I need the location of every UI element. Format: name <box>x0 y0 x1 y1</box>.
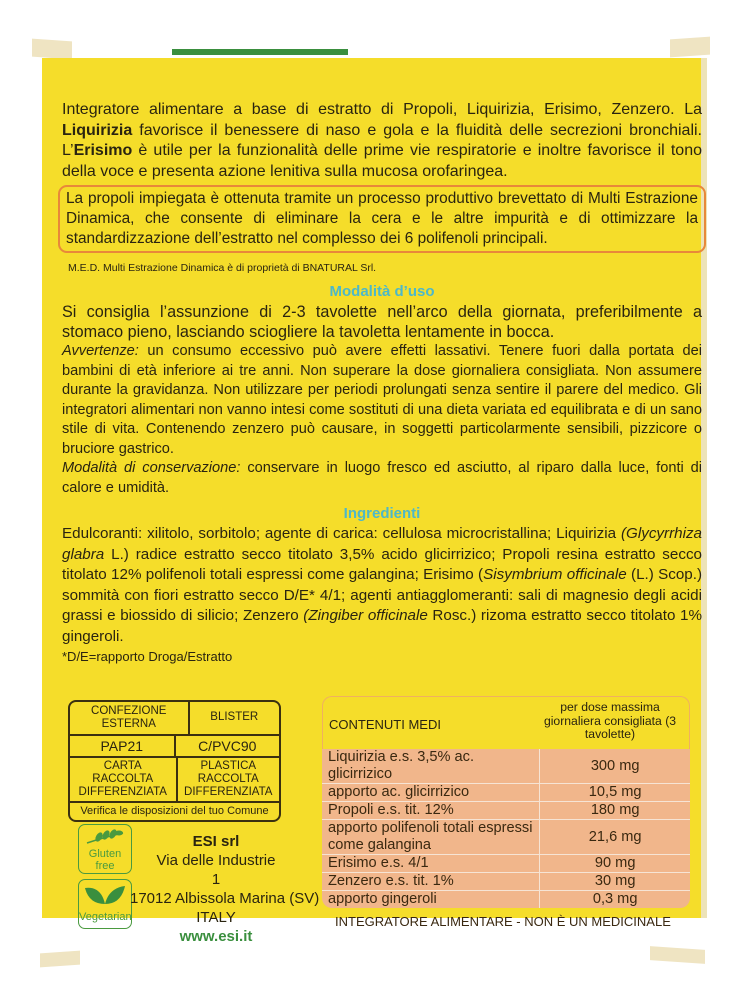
ingredients-part: Rosc.) rizoma estratto secco titolato 1% gingeroli. <box>62 607 702 645</box>
green-stripe <box>172 49 348 55</box>
recycling-table <box>68 700 281 822</box>
recycling-code-row <box>70 736 279 758</box>
warnings-label: Avvertenze: <box>62 343 139 359</box>
company-city: 17012 Albissola Marina (SV) <box>130 890 320 907</box>
leaves-icon <box>83 884 127 908</box>
usage-text: Si consiglia l’assunzione di 2-3 tavolette nell’arco della giornata, preferibilmente a stomaco pieno, lasciando sciogliere la tavoletta lentamente in bocca. <box>62 303 702 341</box>
recycling-disposal-row <box>70 758 279 803</box>
table-row <box>322 891 690 909</box>
nutrient-value: 10,5 mg <box>540 784 690 802</box>
table-row <box>322 873 690 891</box>
nutrient-value: 0,3 mg <box>540 891 690 909</box>
nutrient-name: Zenzero e.s. tit. 1% <box>322 873 540 891</box>
box-flap-bottom-left <box>40 951 80 968</box>
recycling-note: Verifica le disposizioni del tuo Comune <box>80 805 269 817</box>
nutrition-header <box>322 696 690 749</box>
intro-text: favorisce il benessere di naso e gola e la fluidità delle secrezioni bronchiali. L’ <box>62 121 702 159</box>
nutrient-value: 90 mg <box>540 855 690 873</box>
latin-name: Sisymbrium officinale <box>483 566 627 583</box>
box-flap-top-left <box>32 39 72 60</box>
nutrient-name: apporto ac. glicirrizico <box>322 784 540 802</box>
ingredients-part: L.) radice estratto secco titolato 3,5% acido glicirrizico; Propoli resina estratto secco titolato 12% polifenoli totali espressi come galangina; Erisimo ( <box>62 545 702 583</box>
de-footnote: *D/E=rapporto Droga/Estratto <box>62 649 233 664</box>
intro-line: Integratore alimentare a base di estratto di Propoli, Liquirizia, Erisimo, Zenzero. <box>62 101 675 118</box>
nutrition-rows <box>322 749 690 908</box>
ingredients-part: Edulcoranti: xilitolo, sorbitolo; agente di carica: cellulosa microcristallina; Liquirizia <box>62 525 621 542</box>
table-row <box>322 855 690 873</box>
intro-paragraph <box>62 100 702 182</box>
recycling-disposal: PLASTICA RACCOLTA DIFFERENZIATA <box>176 758 280 801</box>
recycling-note-row <box>70 803 279 820</box>
nutrient-name: apporto gingeroli <box>328 891 437 907</box>
nutrient-name: Erisimo e.s. 4/1 <box>322 855 540 873</box>
company-street: Via delle Industrie 1 <box>156 852 276 888</box>
vegetarian-badge <box>78 879 132 929</box>
gluten-free-badge <box>78 824 132 874</box>
erisimo-bold: Erisimo <box>73 142 133 159</box>
intro-text: La <box>684 101 702 118</box>
gluten-free-label: Gluten free <box>88 848 122 872</box>
storage-label: Modalità di conservazione: <box>62 460 241 476</box>
table-row <box>322 784 690 802</box>
recycling-header-row <box>70 702 279 736</box>
recycling-header: BLISTER <box>188 702 280 734</box>
warnings-paragraph <box>62 342 702 459</box>
ingredients-text <box>62 524 702 647</box>
latin-name: (Zingiber officinale <box>303 607 428 624</box>
nutrient-value: 21,6 mg <box>540 820 690 855</box>
nutrient-value: 180 mg <box>540 802 690 820</box>
nutrient-name: Propoli e.s. tit. 12% <box>322 802 540 820</box>
table-row <box>322 802 690 820</box>
nutrition-header-right: per dose massima giornaliera consigliata (3 tavolette) <box>543 700 677 741</box>
wheat-icon <box>85 829 125 845</box>
propoli-text: La propoli impiegata è ottenuta tramite un processo produttivo brevettato di Multi Estrazione Dinamica, che consente di eliminare la cera e le altre impurità e di ottimizzare la standardizzazione dell’estratto nel complesso dei 6 polifenoli principali. <box>66 190 698 247</box>
certification-badges <box>78 824 134 934</box>
company-name: ESI srl <box>192 833 240 850</box>
med-note: M.E.D. Multi Estrazione Dinamica è di proprietà di BNATURAL Srl. <box>68 262 377 274</box>
company-website-link[interactable]: www.esi.it <box>179 928 253 945</box>
recycling-code: C/PVC90 <box>174 736 280 756</box>
vegetarian-label: Vegetarian <box>79 911 132 923</box>
nutrition-header-left: CONTENUTI MEDI <box>329 717 441 732</box>
latin-name: (Glycyrrhiza glabra <box>62 525 702 563</box>
supplement-disclaimer: INTEGRATORE ALIMENTARE - NON È UN MEDICINALE <box>335 914 671 929</box>
usage-heading: Modalità d’uso <box>329 283 435 300</box>
liquirizia-bold: Liquirizia <box>62 121 133 139</box>
nutrient-value: 30 mg <box>540 873 690 891</box>
nutrient-name: Liquirizia e.s. 3,5% ac. glicirrizico <box>322 749 540 784</box>
intro-text: è utile per la funzionalità delle prime vie respiratorie e inoltre favorisce il tono della voce e presenta azione lenitiva sulla mucosa orofaringea. <box>62 142 702 180</box>
storage-paragraph <box>62 459 702 498</box>
ingredients-part: (L.) Scop.) sommità con fiori estratto secco D/E* 4/1; agenti antiagglomeranti: sali di magnesio degli acidi grassi e biossido di silicio; Zenzero <box>62 566 702 624</box>
nutrient-name: apporto polifenoli totali espressi come galangina <box>322 820 540 855</box>
table-row <box>322 820 690 855</box>
recycling-header: CONFEZIONE ESTERNA <box>91 705 167 730</box>
label-text <box>62 100 702 667</box>
recycling-code: PAP21 <box>100 738 144 754</box>
nutrition-table <box>322 696 690 908</box>
storage-text: conservare in luogo fresco ed asciutto, al riparo dalla luce, fonti di calore e umidità. <box>62 460 702 496</box>
box-flap-top-right <box>670 37 710 58</box>
recycling-disposal: CARTA RACCOLTA DIFFERENZIATA <box>78 760 167 798</box>
company-country: ITALY <box>196 909 236 926</box>
nutrient-value: 300 mg <box>540 749 690 784</box>
table-row <box>322 749 690 784</box>
company-info <box>130 832 320 946</box>
box-flap-bottom-right <box>650 946 705 964</box>
propoli-info-box <box>58 185 706 253</box>
warnings-text: un consumo eccessivo può avere effetti lassativi. Tenere fuori dalla portata dei bambini di età inferiore ai tre anni. Non superare la dose giornaliera consigliata. Non assumere durante la gravidanza. Non utilizzare per periodi prolungati senza sentire il parere del medico. Gli integratori alimentari non vanno intesi come sostituti di una dieta variata ed equilibrata e di un sano stile di vita. Contenendo zenzero può causare, in soggetti particolarmente sensibili, pizzicore o bruciore gastrico. <box>62 343 702 457</box>
ingredients-heading: Ingredienti <box>343 505 421 522</box>
